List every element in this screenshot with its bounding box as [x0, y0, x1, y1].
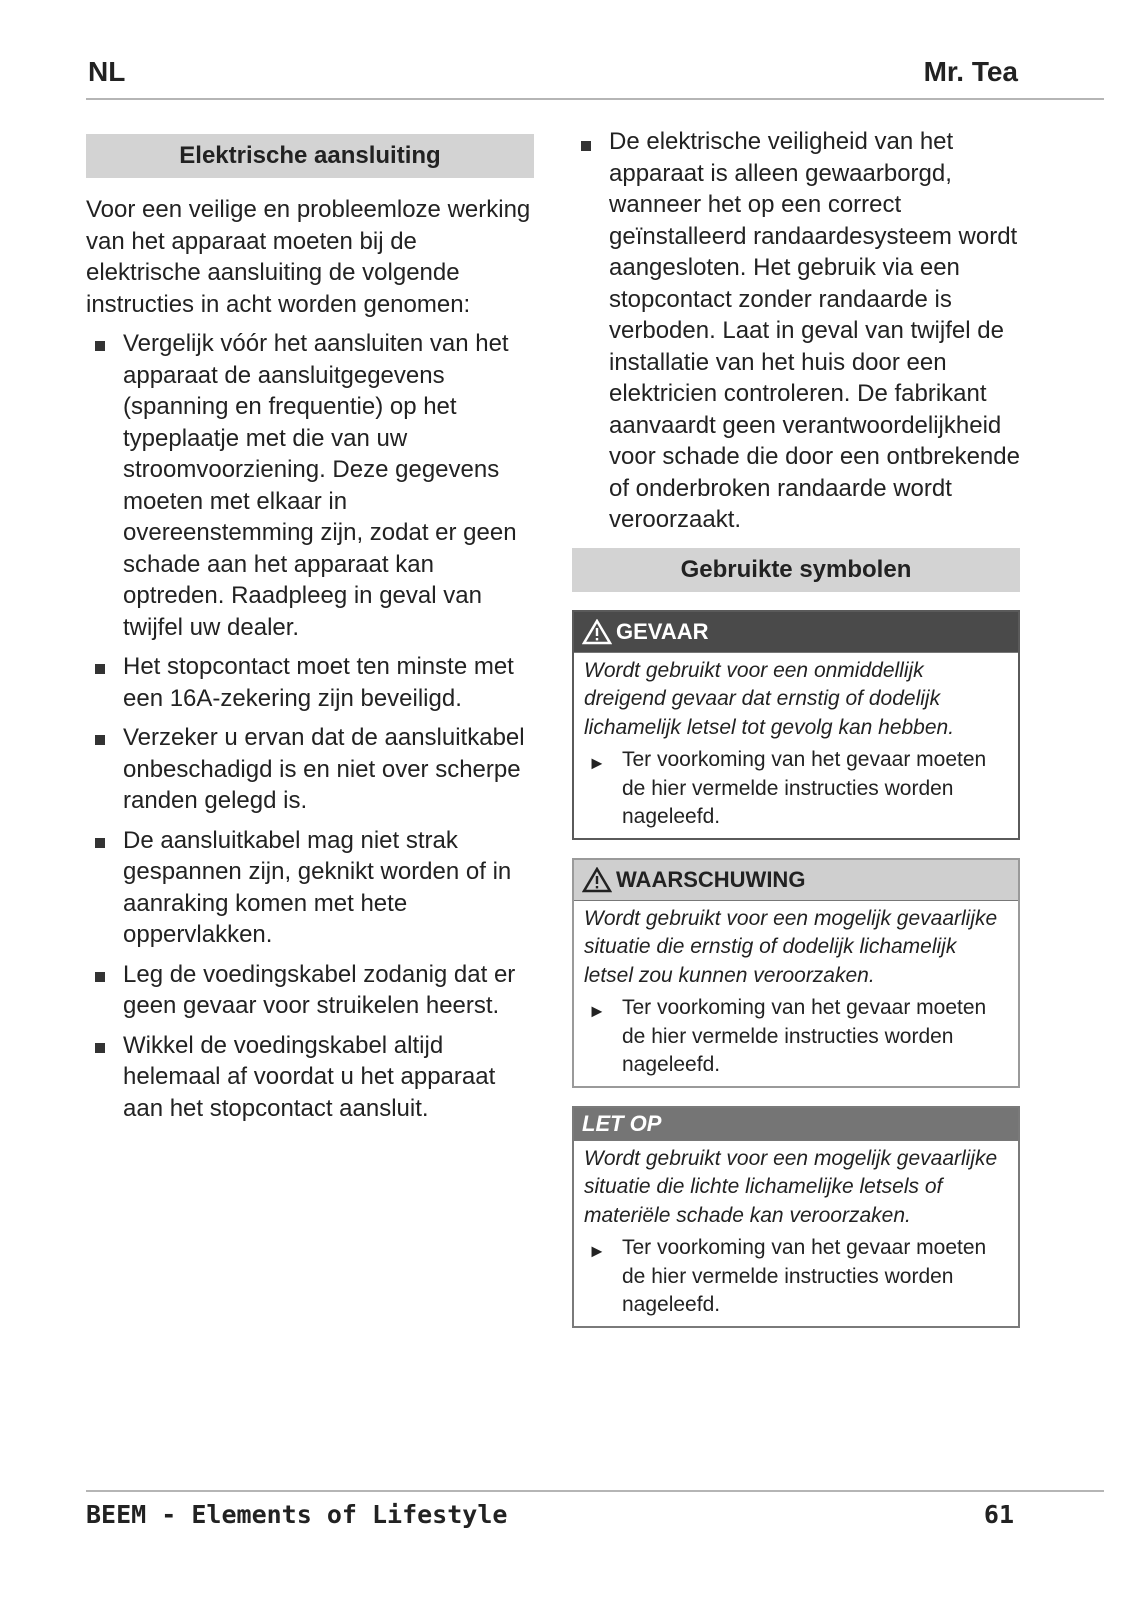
- footer-brand: BEEM - Elements of Lifestyle: [86, 1500, 508, 1529]
- list-item: Verzeker u ervan dat de aansluitkabel onbeschadigd is en niet over scherpe randen gelegd is.: [86, 722, 534, 817]
- warning-step: ► Ter voorkoming van het gevaar moeten de hier vermelde instructies worden nageleefd.: [588, 996, 987, 1076]
- product-name: Mr. Tea: [923, 56, 1018, 87]
- list-item: Wikkel de voedingskabel altijd helemaal af voordat u het apparaat aan het stopcontact aansluit.: [86, 1030, 534, 1125]
- arrow-right-icon: ►: [588, 1001, 606, 1021]
- section-title-electrical: Elektrische aansluiting: [86, 134, 534, 178]
- warning-triangle-icon: [582, 619, 612, 645]
- arrow-right-icon: ►: [588, 1241, 606, 1261]
- bullet-square-icon: [95, 838, 105, 848]
- electrical-instructions-list: [86, 328, 534, 1124]
- section-title-symbols: Gebruikte symbolen: [572, 548, 1020, 592]
- warning-description: Wordt gebruikt voor een mogelijk gevaarlijke situatie die ernstig of dodelijk lichamelijk letsel zou kunnen veroorzaken.: [574, 900, 1018, 991]
- language-code: NL: [88, 56, 126, 87]
- arrow-right-icon: ►: [588, 753, 606, 773]
- bullet-square-icon: [95, 1043, 105, 1053]
- danger-box: [572, 610, 1020, 840]
- bullet-square-icon: [581, 141, 591, 151]
- page-footer: [86, 1490, 1104, 1552]
- warning-label: WAARSCHUWING: [616, 866, 806, 892]
- danger-description: Wordt gebruikt voor een onmiddellijk dreigend gevaar dat ernstig of dodelijk lichamelijk letsel tot gevolg kan hebben.: [574, 652, 1018, 743]
- bullet-square-icon: [95, 735, 105, 745]
- notice-step: ► Ter voorkoming van het gevaar moeten de hier vermelde instructies worden nageleefd.: [588, 1236, 987, 1316]
- bullet-square-icon: [95, 341, 105, 351]
- bullet-square-icon: [95, 664, 105, 674]
- warning-triangle-icon: [582, 867, 612, 893]
- notice-header: [574, 1108, 1018, 1140]
- intro-paragraph: Voor een veilige en probleemloze werking van het apparaat moeten bij de elektrische aansluiting de volgende instructies in acht worden genomen:: [86, 196, 531, 318]
- page-number: 61: [983, 1500, 1014, 1529]
- right-column: [572, 126, 1020, 1328]
- notice-description: Wordt gebruikt voor een mogelijk gevaarlijke situatie die lichte lichamelijke letsels of materiële schade kan veroorzaken.: [574, 1140, 1018, 1231]
- danger-header: [574, 612, 1018, 652]
- notice-box: [572, 1106, 1020, 1328]
- list-item: Vergelijk vóór het aansluiten van het apparaat de aansluitgegevens (spanning en frequentie) op het typeplaatje met die van uw stroomvoorziening. Deze gegevens moeten met elkaar in overeenstemming zijn, zodat er geen schade aan het apparaat kan optreden. Raadpleeg in geval van twijfel uw dealer.: [86, 328, 534, 643]
- warning-box: [572, 858, 1020, 1088]
- list-item: De aansluitkabel mag niet strak gespannen zijn, geknikt worden of in aanraking komen met hete oppervlakken.: [86, 825, 534, 951]
- page-header: [86, 56, 1104, 100]
- list-item: Leg de voedingskabel zodanig dat er geen gevaar voor struikelen heerst.: [86, 959, 534, 1022]
- danger-step: ► Ter voorkoming van het gevaar moeten de hier vermelde instructies worden nageleefd.: [588, 748, 987, 828]
- bullet-square-icon: [95, 972, 105, 982]
- grounding-bullet: De elektrische veiligheid van het apparaat is alleen gewaarborgd, wanneer het op een correct geïnstalleerd randaardesysteem wordt aangesloten. Het gebruik via een stopcontact zonder randaarde is verboden. Laat in geval van twijfel de installatie van het huis door een elektricien controleren. De fabrikant aanvaardt geen verantwoordelijkheid voor schade die door een ontbrekende of onderbroken randaarde wordt veroorzaakt.: [572, 126, 1020, 536]
- notice-label: LET OP: [582, 1110, 662, 1136]
- left-column: [86, 134, 534, 1132]
- danger-label: GEVAAR: [616, 618, 709, 644]
- warning-header: [574, 860, 1018, 900]
- list-item: Het stopcontact moet ten minste met een 16A-zekering zijn beveiligd.: [86, 651, 534, 714]
